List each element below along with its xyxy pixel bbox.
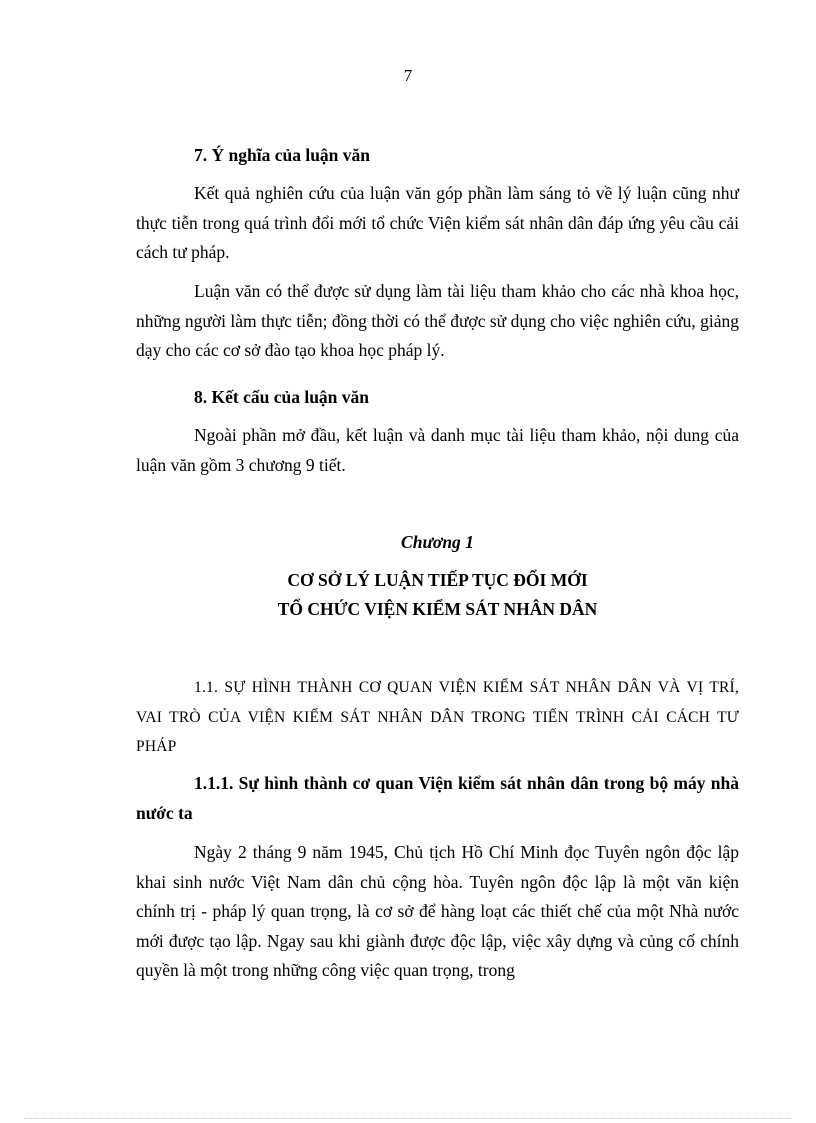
section-7-heading: 7. Ý nghĩa của luận văn — [194, 145, 371, 165]
section-7-paragraph-1: Kết quả nghiên cứu của luận văn góp phần làm sáng tỏ về lý luận cũng như thực tiễn trong quá trình đổi mới tổ chức Viện kiểm sát nhân dân đáp ứng yêu cầu cải cách tư pháp. — [136, 183, 739, 262]
page-bottom-divider — [24, 1118, 792, 1119]
section-8-paragraph-1: Ngoài phần mở đầu, kết luận và danh mục tài liệu tham khảo, nội dung của luận văn gồm 3 chương 9 tiết. — [136, 425, 739, 475]
section-8-heading: 8. Kết cấu của luận văn — [194, 387, 370, 407]
chapter-label: Chương 1 — [401, 532, 474, 552]
section-7-paragraph-2: Luận văn có thể được sử dụng làm tài liệu tham khảo cho các nhà khoa học, những người làm thực tiễn; đồng thời có thể được sử dụng cho việc nghiên cứu, giảng dạy cho các cơ sở đào tạo khoa học pháp lý. — [136, 281, 739, 360]
section-1-1-heading: 1.1. SỰ HÌNH THÀNH CƠ QUAN VIỆN KIỂM SÁT NHÂN DÂN VÀ VỊ TRÍ, VAI TRÒ CỦA VIỆN KIỂM SÁT NHÂN DÂN TRONG TIẾN TRÌNH CẢI CÁCH TƯ PHÁP — [136, 679, 739, 755]
chapter-title-line-1: CƠ SỞ LÝ LUẬN TIẾP TỤC ĐỔI MỚI — [287, 570, 588, 590]
section-1-1-1-heading: 1.1.1. Sự hình thành cơ quan Viện kiểm sát nhân dân trong bộ máy nhà nước ta — [136, 773, 739, 823]
page-number: 7 — [403, 66, 413, 85]
chapter-title-line-2: TỔ CHỨC VIỆN KIỂM SÁT NHÂN DÂN — [277, 599, 598, 619]
section-1-1-1-paragraph-1: Ngày 2 tháng 9 năm 1945, Chủ tịch Hồ Chí Minh đọc Tuyên ngôn độc lập khai sinh nước Việt Nam dân chủ cộng hòa. Tuyên ngôn độc lập là một văn kiện chính trị - pháp lý quan trọng, là cơ sở để hàng loạt các thiết chế của một Nhà nước mới được tạo lập. Ngay sau khi giành được độc lập, việc xây dựng và củng cố chính quyền là một trong những công việc quan trọng, trong — [136, 842, 739, 980]
